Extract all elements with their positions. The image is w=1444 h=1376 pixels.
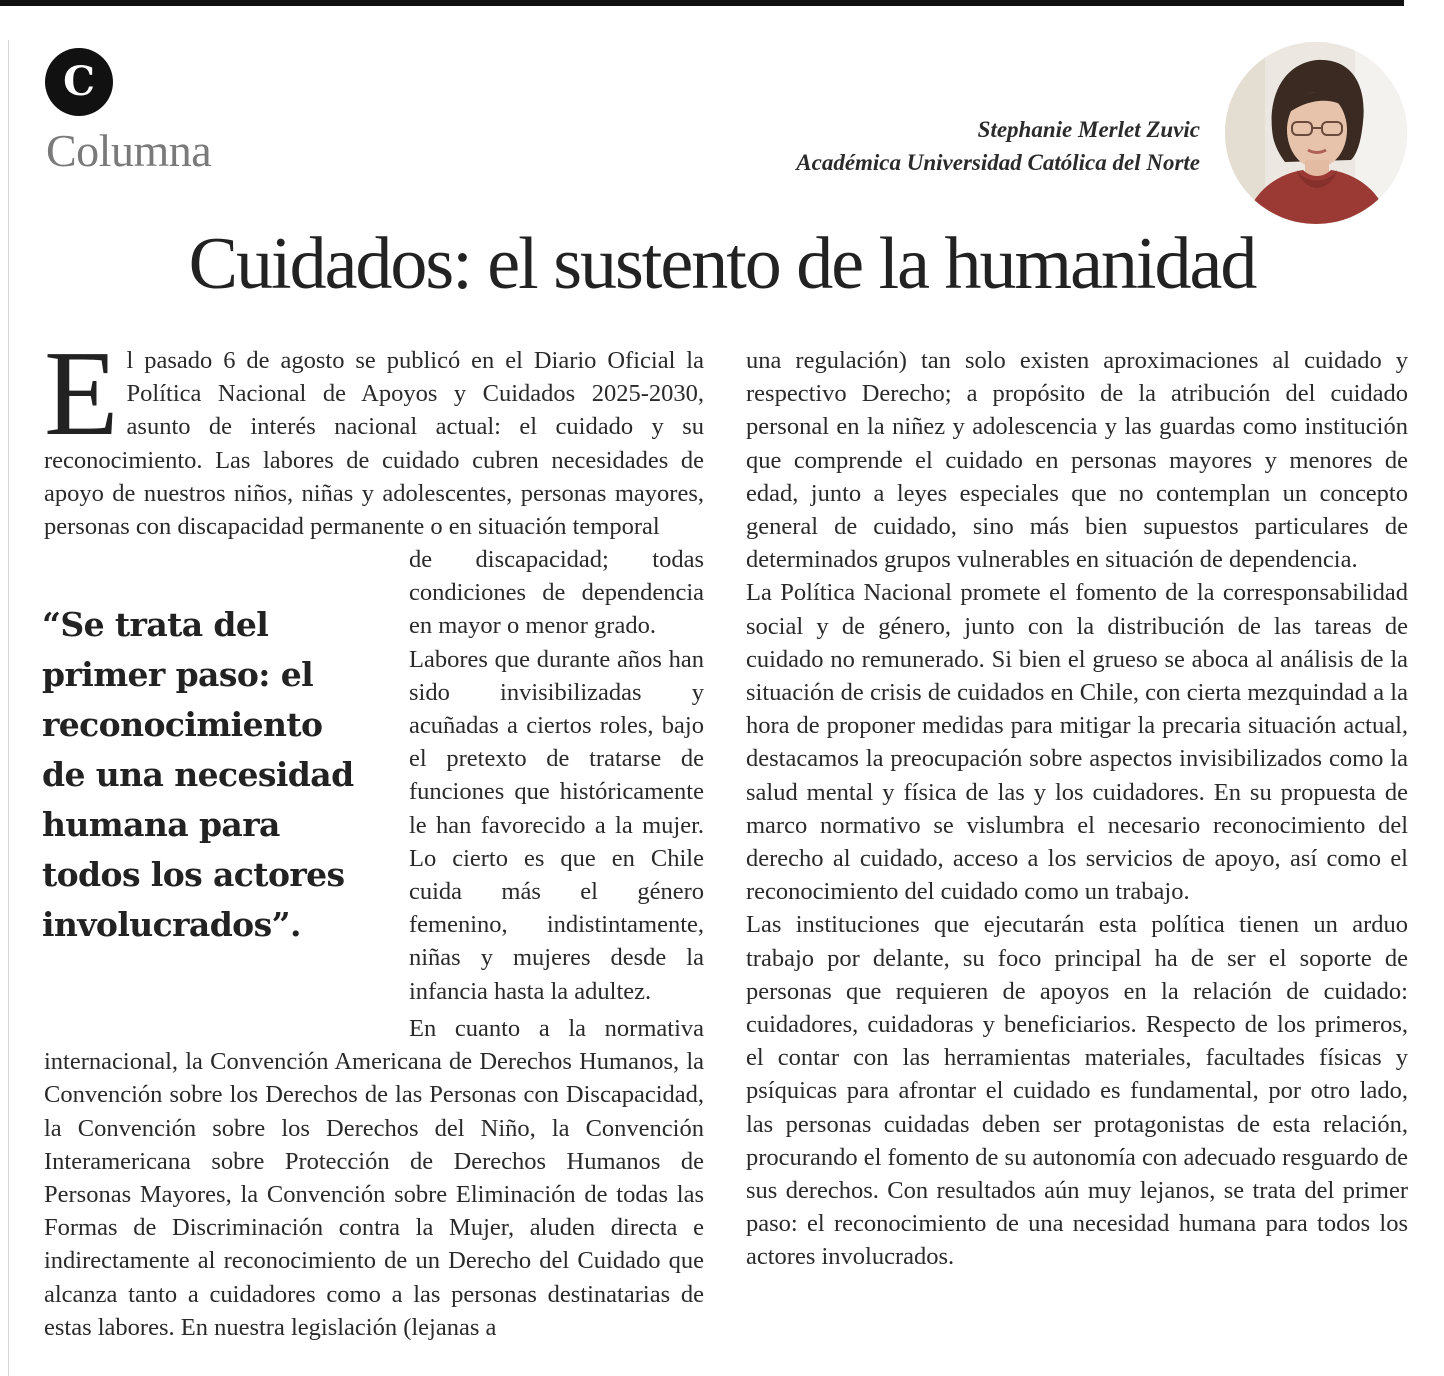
article-column-1-top [44,326,704,543]
article-column-2 [746,344,1408,1274]
article-column-1-bottom [44,1012,704,1344]
paragraph-3: En cuanto a la normativa internacional, la Convención Americana de Derechos Humanos, la Convención sobre los Derechos de las Personas con Discapacidad, la Convención sobre los Derechos del Niño, la Convención Interamericana sobre Protección de Derechos Humanos de Personas Mayores, la Convención sobre Eliminación de todas las Formas de Discriminación contra la Mujer, aluden directa e indirectamente al reconocimiento de un Derecho del Cuidado que alcanza tanto a cuidadores como a las personas destinatarias de estas labores. En nuestra legislación (lejanas a [44,1015,704,1341]
drop-cap: E [44,326,119,461]
section-label: Columna [46,125,212,176]
author-photo [1225,42,1407,224]
author-portrait-image [1225,42,1407,224]
paragraph-3-continued: una regulación) tan solo existen aproximaciones al cuidado y respectivo Derecho; a propósito de la atribución del cuidado personal en la niñez y adolescencia y las guardas como institución que comprende el cuidado en personas mayores y menores de edad, junto a leyes especiales que no contemplan un concepto general de cuidado, sino más bien supuestos particulares de determinados grupos vulnerables en situación de dependencia. [746,347,1408,574]
top-rule [0,0,1404,6]
paragraph-1-text: l pasado 6 de agosto se publicó en el Diario Oficial la Política Nacional de Apoyos y Cuidados 2025-2030, asunto de interés nacional actual: el cuidado y su reconocimiento. Las labores de cuidado cubren necesidades de apoyo de nuestros niños, niñas y adolescentes, personas mayores, personas con discapacidad permanente o en situación temporal [44,347,704,541]
article-column-1-inset [409,543,704,1008]
paragraph-1 [44,326,704,543]
paragraph-5: Las instituciones que ejecutarán esta política tienen un arduo trabajo por delante, su foco principal ha de ser el soporte de personas que requieren de apoyos en la relación de cuidado: cuidadores, cuidadoras y beneficiarios. Respecto de los primeros, el contar con las herramientas materiales, facultades físicas y psíquicas para afrontar el cuidado es fundamental, por otro lado, las personas cuidadas deben ser protagonistas de esta relación, procurando el fomento de su autonomía con adecuado resguardo de sus derechos. Con resultados aún muy lejanos, se trata del primer paso: el reconocimiento de una necesidad humana para todos los actores involucrados. [746,911,1408,1271]
paragraph-2: Labores que durante años han sido invisibilizadas y acuñadas a ciertos roles, bajo el pretexto de tratarse de funciones que históricamente le han favorecido a la mujer. Lo cierto es que en Chile cuida más el género femenino, indistintamente, niñas y mujeres desde la infancia hasta la adultez. [409,645,704,1005]
author-byline [796,113,1200,179]
author-name: Stephanie Merlet Zuvic [977,117,1200,142]
headline: Cuidados: el sustento de la humanidad [188,223,1256,305]
pull-quote: “Se trata del primer paso: el reconocimiento de una necesidad humana para todos los actores involucrados”. [42,605,354,944]
column-section-icon: C [45,48,113,116]
author-affiliation: Académica Universidad Católica del Norte [796,150,1200,175]
paragraph-4: La Política Nacional promete el fomento de la corresponsabilidad social y de género, junto con la distribución de las tareas de cuidado no remunerado. Si bien el grueso se aboca al análisis de la situación de crisis de cuidados en Chile, con cierta mezquindad a la hora de proponer medidas para mitigar la precaria situación actual, destacamos la preocupación sobre aspectos invisibilizados como la salud mental y física de las y los cuidadores. En su propuesta de marco normativo se vislumbra el necesario reconocimiento del derecho al cuidado, acceso a los servicios de apoyo, así como el reconocimiento del cuidado como un trabajo. [746,579,1408,906]
paragraph-1-continued: de discapacidad; todas condiciones de dependencia en mayor o menor grado. [409,546,704,640]
